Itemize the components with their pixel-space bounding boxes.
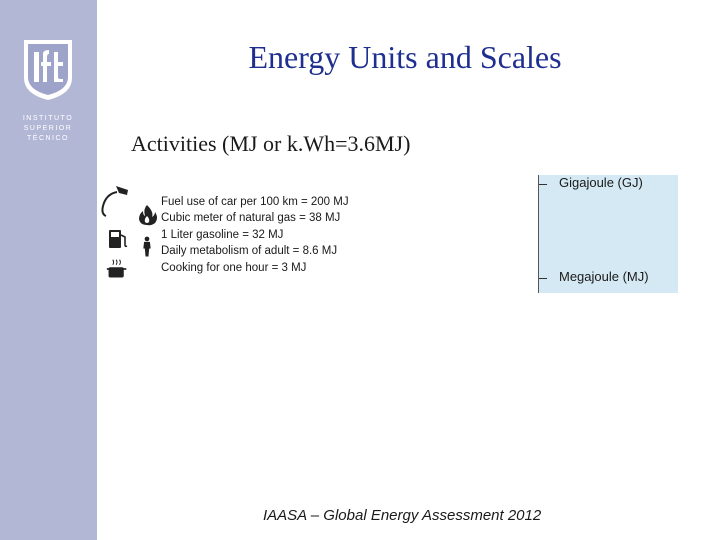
scale-label-gigajoule: Gigajoule (GJ) — [559, 175, 643, 190]
logo-text — [12, 114, 84, 144]
fuel-nozzle-icon — [100, 182, 132, 218]
sidebar — [0, 0, 97, 540]
energy-scale — [538, 175, 678, 293]
activity-item: Daily metabolism of adult = 8.6 MJ — [161, 245, 338, 258]
logo-line-3: TÉCNICO — [27, 135, 69, 142]
activities-list — [161, 194, 349, 276]
page-subtitle: Activities (MJ or k.Wh=3.6MJ) — [131, 131, 411, 156]
footer-citation: IAASA – Global Energy Assessment 2012 — [263, 507, 542, 524]
activity-item: 1 Liter gasoline = 32 MJ — [161, 228, 284, 241]
activity-item: Fuel use of car per 100 km = 200 MJ — [161, 196, 349, 208]
activities-figure — [100, 180, 390, 285]
scale-tick — [539, 278, 547, 279]
activity-item: Cooking for one hour = 3 MJ — [161, 261, 307, 274]
logo-line-2: SUPERIOR — [23, 125, 73, 132]
flame-icon — [134, 204, 160, 226]
gas-pump-icon — [104, 228, 130, 250]
scale-tick — [539, 184, 547, 185]
activity-item: Cubic meter of natural gas = 38 MJ — [161, 212, 341, 225]
logo-line-1: INSTITUTO — [22, 115, 74, 122]
cooking-pot-icon — [104, 258, 130, 280]
scale-label-megajoule: Megajoule (MJ) — [559, 269, 649, 284]
ist-logo-icon — [22, 38, 74, 102]
person-icon — [134, 236, 160, 258]
page-title: Energy Units and Scales — [248, 39, 562, 75]
